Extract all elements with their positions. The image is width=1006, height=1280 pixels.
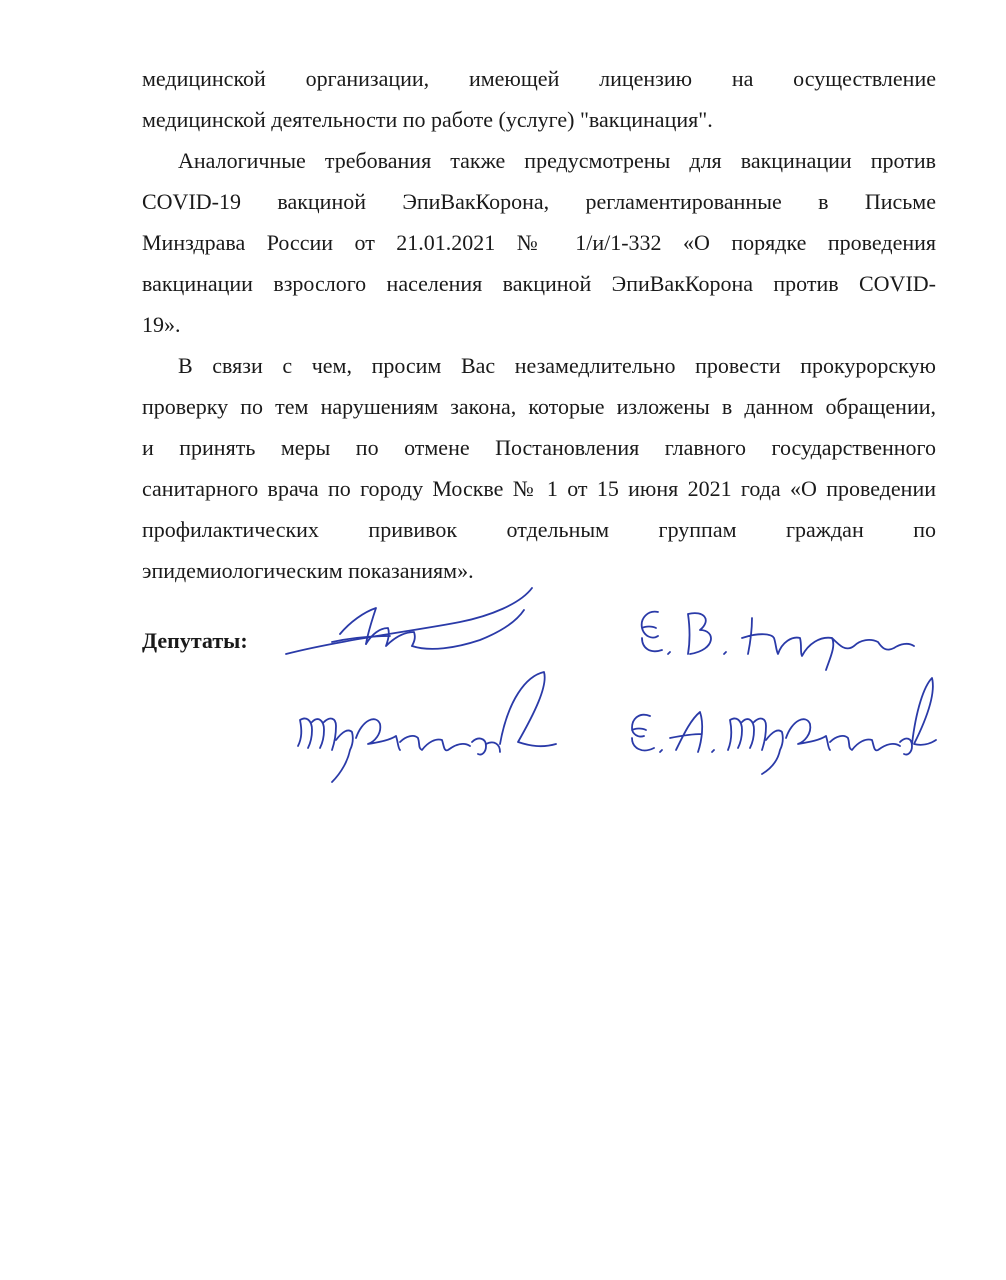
paragraph-3-line-5: профилактических прививок отдельным группам граждан по xyxy=(142,517,936,542)
signature-3 xyxy=(286,660,566,790)
paragraph-2 xyxy=(142,140,936,345)
paragraph-3-line-1: В связи с чем, просим Вас незамедлительно провести прокурорскую xyxy=(178,353,936,378)
body-text xyxy=(142,58,936,591)
paragraph-2-line-5: 19». xyxy=(142,312,181,337)
paragraph-3-line-4: санитарного врача по городу Москве № 1 от 15 июня 2021 года «О проведении xyxy=(142,476,936,501)
paragraph-3-line-6: эпидемиологическим показаниям». xyxy=(142,558,474,583)
paragraph-2-line-2: COVID-19 вакциной ЭпиВакКорона, регламентированные в Письме xyxy=(142,189,936,214)
signature-4-drawing xyxy=(620,660,940,780)
paragraph-3-line-2: проверку по тем нарушениям закона, которые изложены в данном обращении, xyxy=(142,394,936,419)
signature-3-drawing xyxy=(286,660,566,790)
signature-4 xyxy=(620,660,940,780)
deputies-label: Депутаты: xyxy=(142,628,248,653)
paragraph-2-line-4: вакцинации взрослого населения вакциной ЭпиВакКорона против COVID- xyxy=(142,271,936,296)
paragraph-2-line-3: Минздрава России от 21.01.2021 № 1/и/1-332 «О порядке проведения xyxy=(142,230,936,255)
paragraph-3-line-3: и принять меры по отмене Постановления главного государственного xyxy=(142,435,936,460)
signature-1-drawing xyxy=(280,582,540,662)
paragraph-1 xyxy=(142,58,936,140)
paragraph-1-line-1: медицинской организации, имеющей лицензию на осуществление xyxy=(142,66,936,91)
paragraph-1-line-2: медицинской деятельности по работе (услуге) "вакцинация". xyxy=(142,107,713,132)
signature-1 xyxy=(280,582,540,662)
paragraph-3 xyxy=(142,345,936,591)
paragraph-2-line-1: Аналогичные требования также предусмотрены для вакцинации против xyxy=(178,148,936,173)
